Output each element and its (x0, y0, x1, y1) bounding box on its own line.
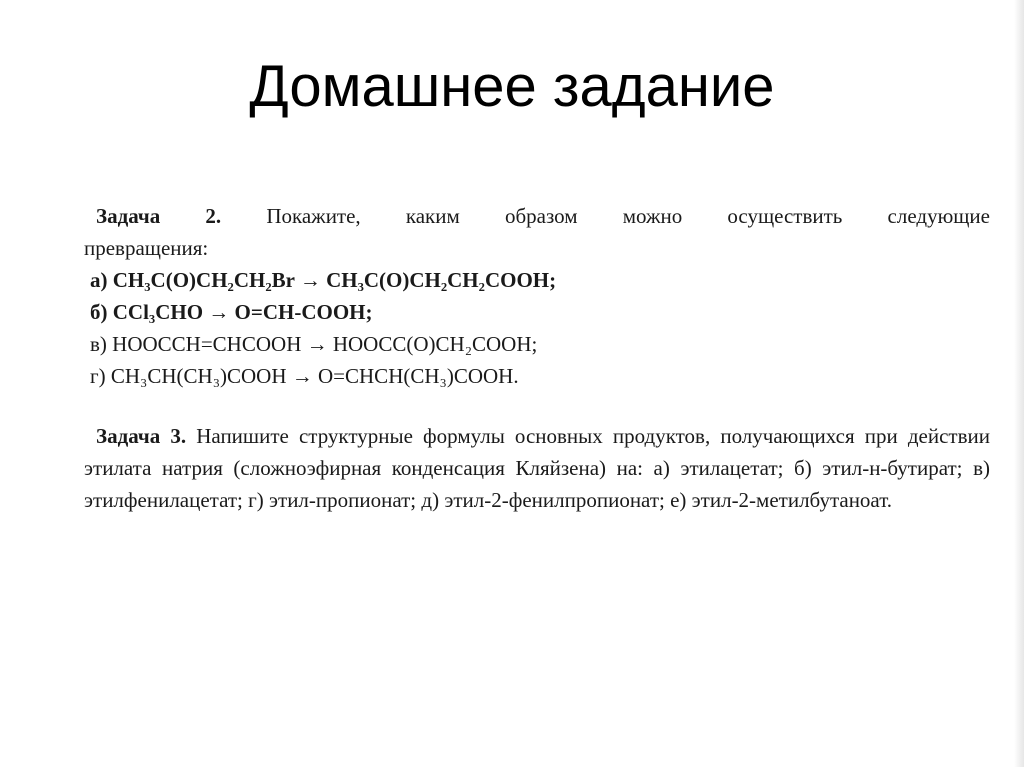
task-3 (84, 420, 990, 516)
task-3-text: Напишите структурные формулы основных продуктов, получающихся при действии этилата натрия (сложноэфирная конденсация Кляйзена) на: а) этилацетат; б) этил-н-бутират; в) этилфенилацетат; г) этил-пропионат; д) этил-2-фенилпропионат; е) этил-2-метилбутаноат. (84, 424, 991, 512)
task-2-item-c: в) HOOCCH=CHCOOH → HOOCC(O)CH₂COOH; (90, 332, 538, 356)
task-2-label: Задача 2. (96, 204, 222, 228)
task-3-label: Задача 3. (96, 424, 187, 448)
task-2-item-b: б) CCl₃CHO → O=CH-COOH; (90, 300, 373, 324)
task-2-item-a: а) CH₃C(O)CH₂CH₂Br → CH₃C(O)CH₂CH₂COOH; (90, 268, 557, 292)
slide-title: Домашнее задание (249, 54, 775, 119)
task-2-intro-continuation: превращения: (84, 236, 209, 260)
slide-content (84, 200, 990, 516)
task-2-intro-text: Покажите, каким образом можно осуществить следующие (266, 204, 990, 228)
slide-edge-shadow (1014, 0, 1024, 767)
task-2-intro (84, 200, 990, 232)
task-2 (84, 200, 990, 392)
task-2-item-d: г) CH₃CH(CH₃)COOH → O=CHCH(CH₃)COOH. (90, 364, 519, 388)
